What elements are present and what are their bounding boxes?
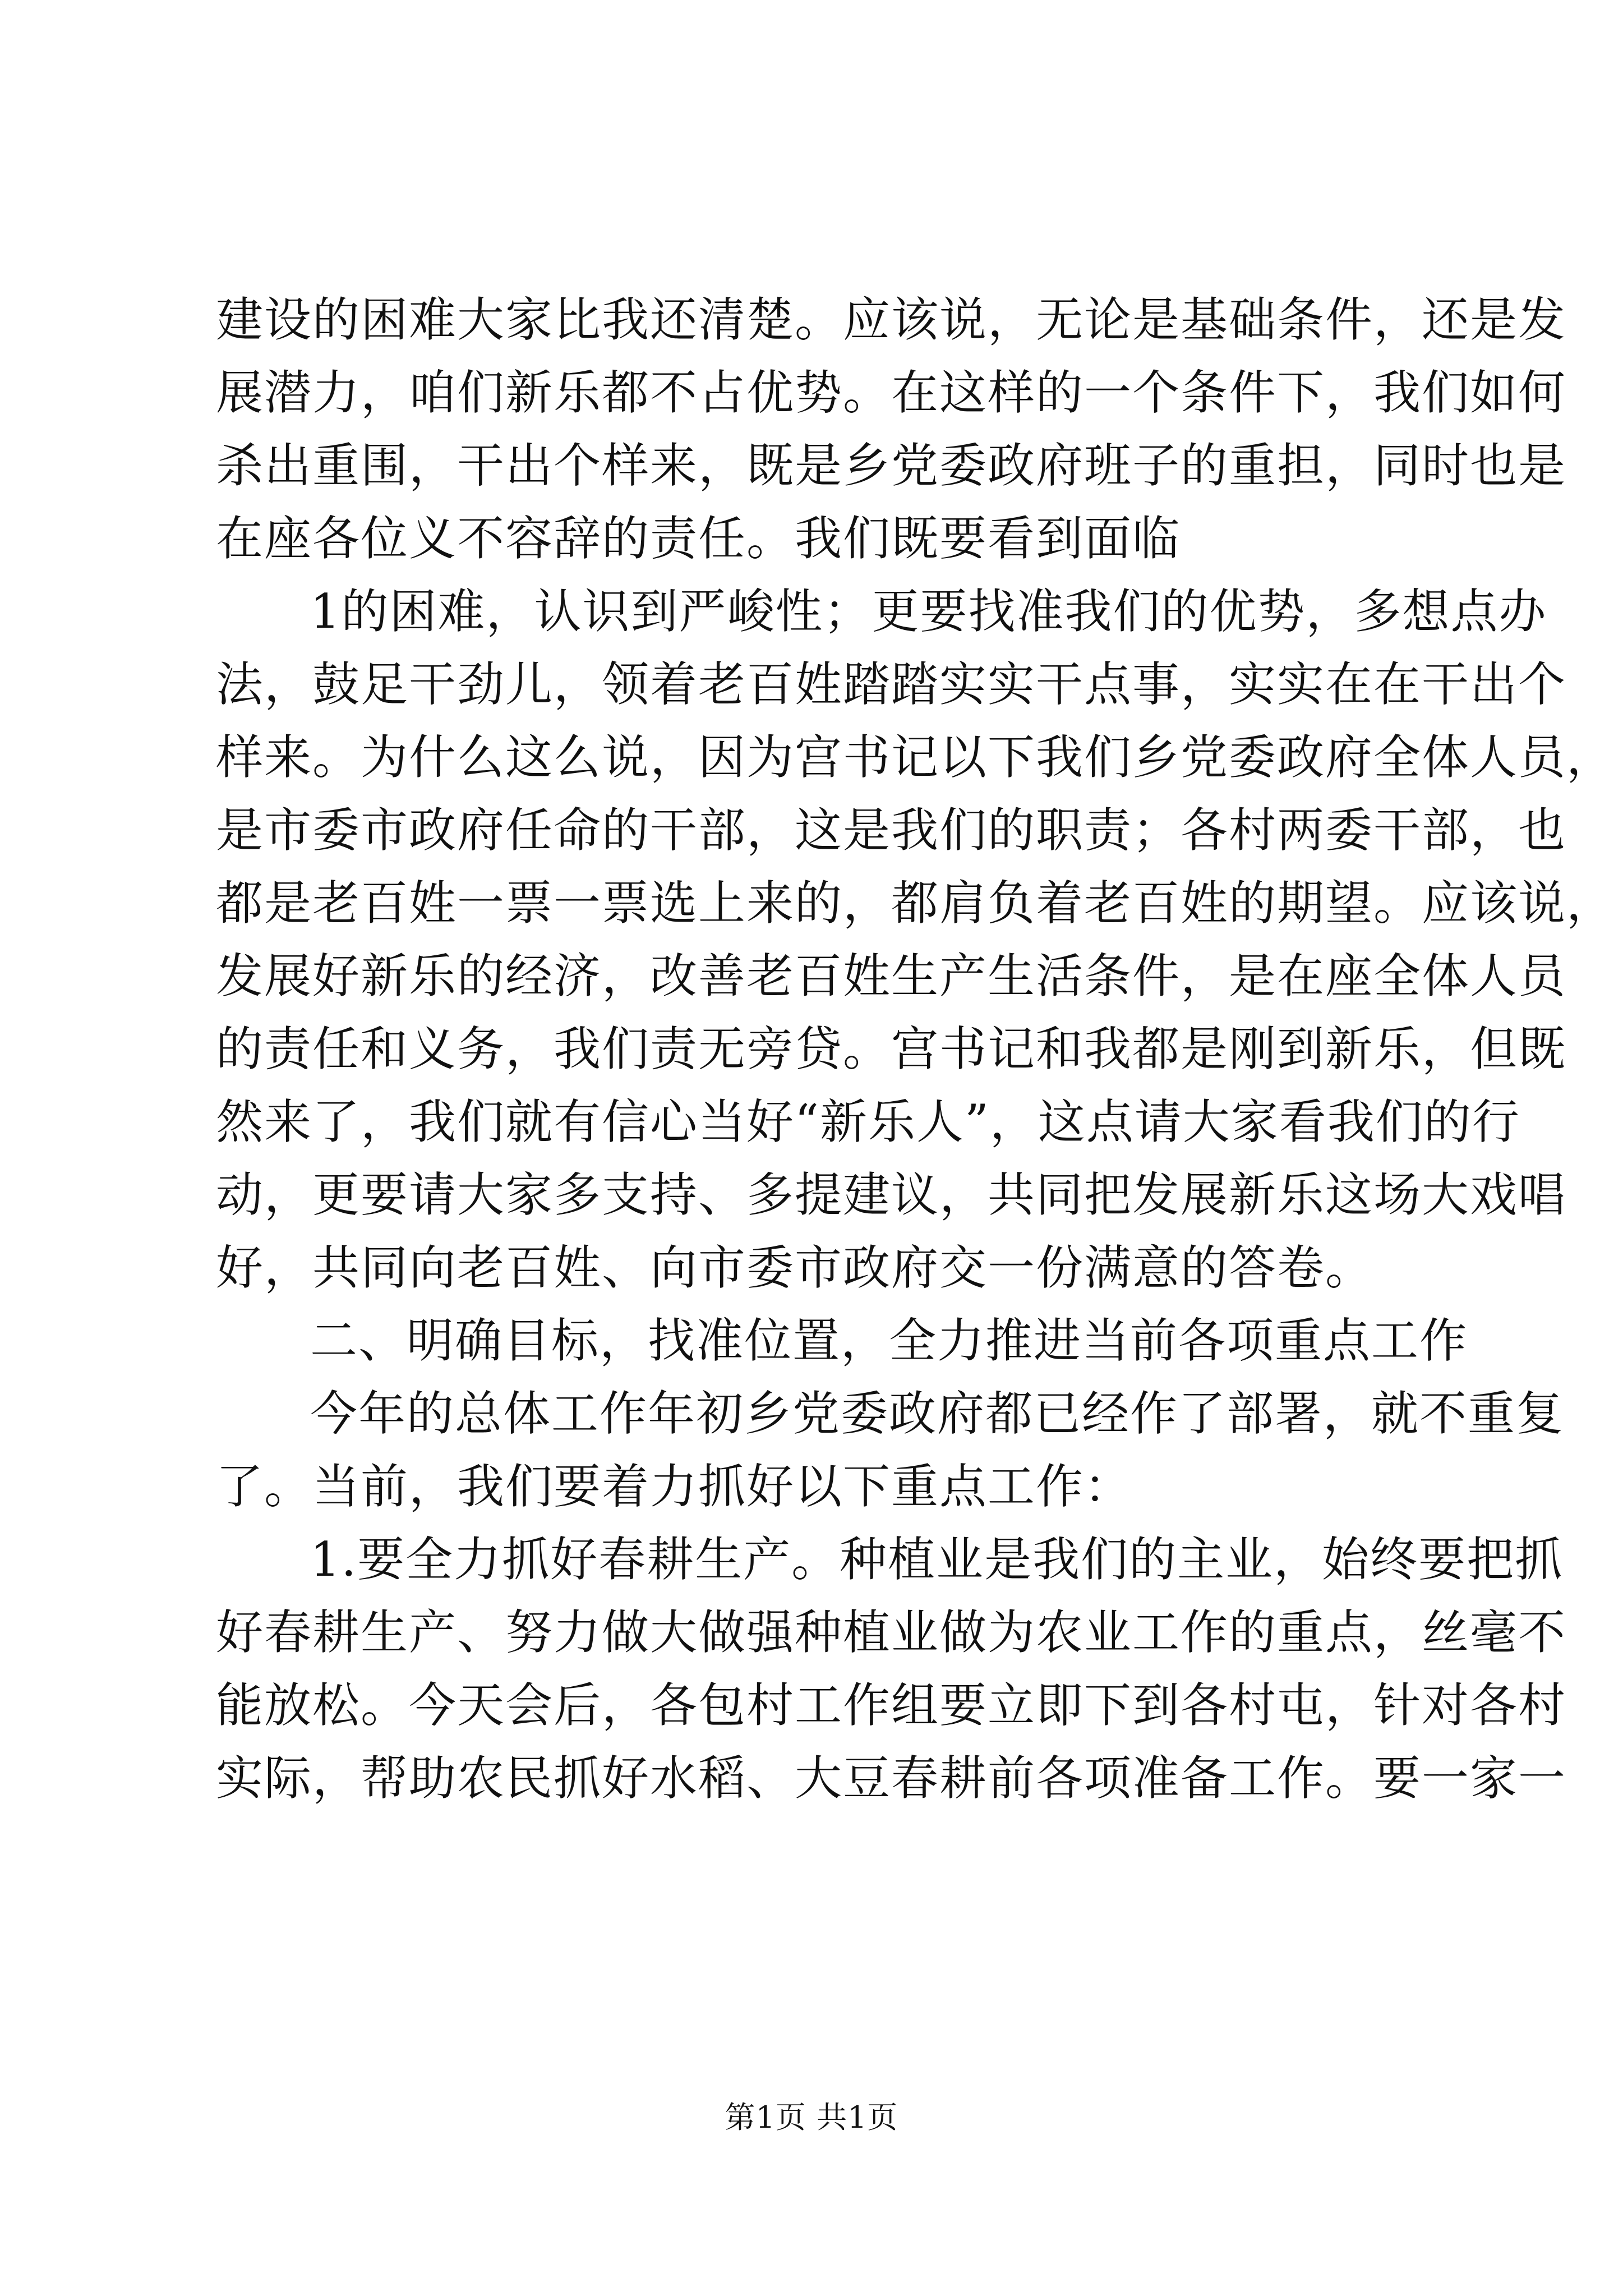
text-line: 动，更要请大家多支持、多提建议，共同把发展新乐这场大戏唱 [216,1167,1567,1222]
text-line: 展潜力，咱们新乐都不占优势。在这样的一个条件下，我们如何 [216,365,1567,420]
paragraph-first-line: 1.要全力抓好春耕生产。种植业是我们的主业，始终要把抓 [310,1532,1564,1587]
text-line: 的责任和义务，我们责无旁贷。宫书记和我都是刚到新乐，但既 [216,1022,1567,1076]
text-line: 实际，帮助农民抓好水稻、大豆春耕前各项准备工作。要一家一 [216,1751,1567,1806]
text-line: 然来了，我们就有信心当好“新乐人”，这点请大家看我们的行 [216,1094,1520,1149]
text-line: 了。当前，我们要着力抓好以下重点工作： [216,1459,1133,1514]
text-line: 样来。为什么这么说，因为宫书记以下我们乡党委政府全体人员， [216,730,1615,785]
text-line: 能放松。今天会后，各包村工作组要立即下到各村屯，针对各村 [216,1678,1567,1733]
paragraph-first-line: 今年的总体工作年初乡党委政府都已经作了部署，就不重复 [310,1386,1565,1441]
page-footer: 第1页 共1页 [725,2100,898,2135]
text-line: 在座各位义不容辞的责任。我们既要看到面临 [216,511,1181,566]
text-line: 杀出重围，干出个样来，既是乡党委政府班子的重担，同时也是 [216,438,1567,493]
text-line: 好春耕生产、努力做大做强种植业做为农业工作的重点，丝毫不 [216,1605,1567,1660]
text-line: 是市委市政府任命的干部，这是我们的职责；各村两委干部，也 [216,803,1567,858]
text-line: 法，鼓足干劲儿，领着老百姓踏踏实实干点事，实实在在干出个 [216,657,1567,712]
section-heading: 二、明确目标，找准位置，全力推进当前各项重点工作 [310,1313,1468,1368]
text-line: 好，共同向老百姓、向市委市政府交一份满意的答卷。 [216,1240,1374,1295]
text-line: 发展好新乐的经济，改善老百姓生产生活条件，是在座全体人员 [216,949,1567,1004]
text-line: 建设的困难大家比我还清楚。应该说，无论是基础条件，还是发 [216,292,1567,347]
paragraph-first-line: 1的困难，认识到严峻性；更要找准我们的优势，多想点办 [310,584,1547,639]
text-line: 都是老百姓一票一票选上来的，都肩负着老百姓的期望。应该说， [216,876,1615,931]
